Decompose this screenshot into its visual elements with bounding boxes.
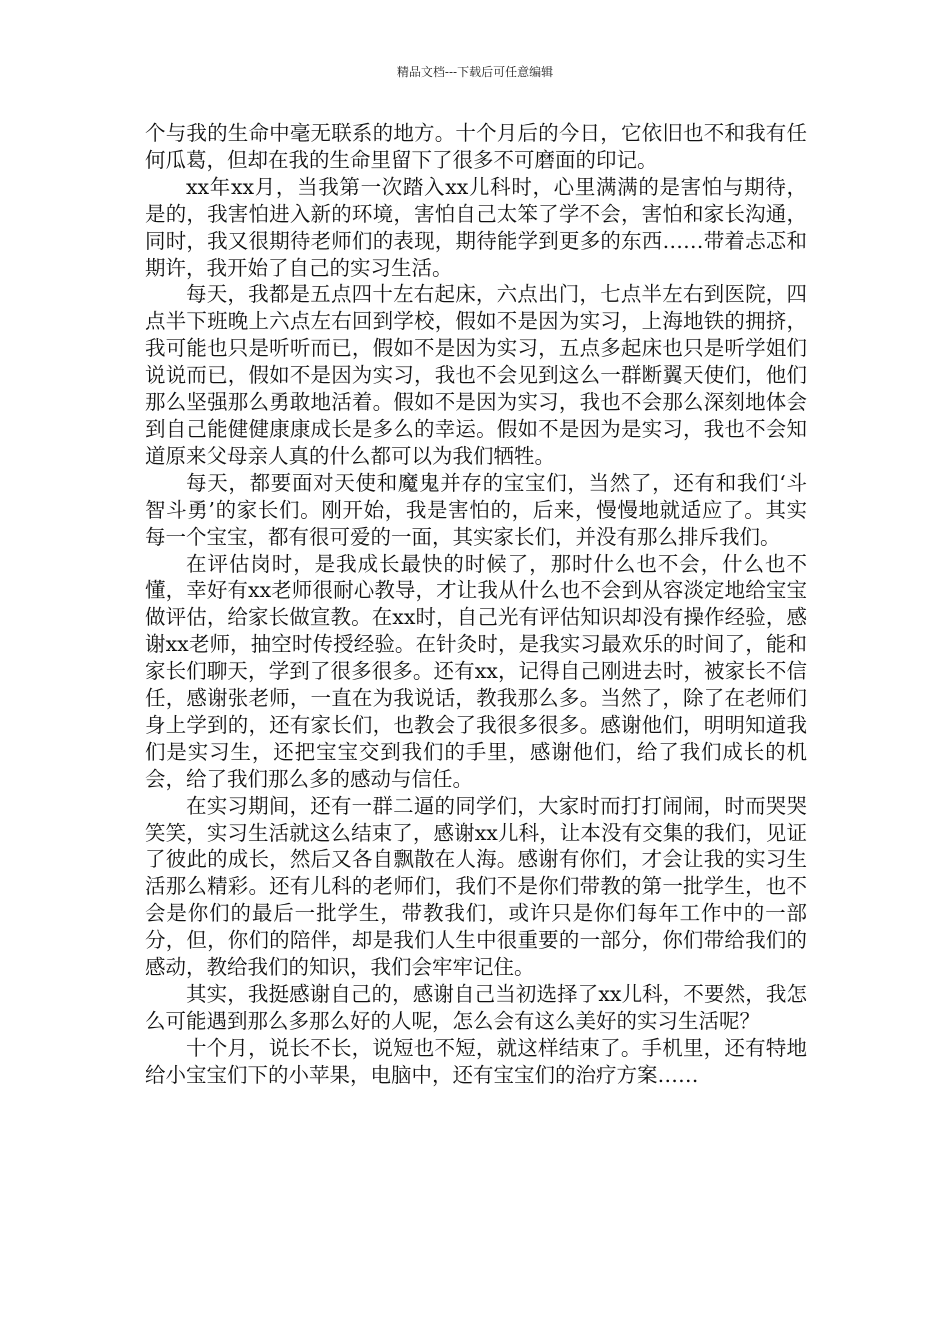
paragraph-7: 其实，我挺感谢自己的，感谢自己当初选择了xx儿科，不要然，我怎么可能遇到那么多那么好的人呢，怎么会有这么美好的实习生活呢？: [145, 982, 807, 1033]
paragraph-5: 在评估岗时，是我成长最快的时候了，那时什么也不会，什么也不懂，幸好有xx老师很耐心教导，才让我从什么也不会到从容淡定地给宝宝做评估，给家长做宣教。在xx时，自己光有评估知识却没有操作经验，感谢xx老师，抽空时传授经验。在针灸时，是我实习最欢乐的时间了，能和家长们聊天，学到了很多很多。还有xx，记得自己刚进去时，被家长不信任，感谢张老师，一直在为我说话，教我那么多。当然了，除了在老师们身上学到的，还有家长们，也教会了我很多很多。感谢他们，明明知道我们是实习生，还把宝宝交到我们的手里，感谢他们，给了我们成长的机会，给了我们那么多的感动与信任。: [145, 551, 807, 791]
page-header: 精品文档---下载后可任意编辑: [396, 65, 554, 79]
paragraph-6: 在实习期间，还有一群二逼的同学们，大家时而打打闹闹，时而哭哭笑笑，实习生活就这么结束了，感谢xx儿科，让本没有交集的我们，见证了彼此的成长，然后又各自飘散在人海。感谢有你们，才会让我的实习生活那么精彩。还有儿科的老师们，我们不是你们带教的第一批学生，也不会是你们的最后一批学生，带教我们，或许只是你们每年工作中的一部分，但，你们的陪伴，却是我们人生中很重要的一部分，你们带给我们的感动，教给我们的知识，我们会牢牢记住。: [145, 793, 807, 980]
paragraph-8: 十个月，说长不长，说短也不短，就这样结束了。手机里，还有特地给小宝宝们下的小苹果，电脑中，还有宝宝们的治疗方案……: [145, 1035, 807, 1087]
paragraph-2: xx年xx月，当我第一次踏入xx儿科时，心里满满的是害怕与期待，是的，我害怕进入新的环境，害怕自己太笨了学不会，害怕和家长沟通，同时，我又很期待老师们的表现，期待能学到更多的东西……带着忐忑和期许，我开始了自己的实习生活。: [145, 174, 807, 280]
paragraph-4: 每天，都要面对天使和魔鬼并存的宝宝们，当然了，还有和我们‘斗智斗勇’的家长们。刚开始，我是害怕的，后来，慢慢地就适应了。其实每一个宝宝，都有很可爱的一面，其实家长们，并没有那么排斥我们。: [145, 470, 807, 549]
document-body: [145, 120, 807, 1089]
paragraph-3: 每天，我都是五点四十左右起床，六点出门，七点半左右到医院，四点半下班晚上六点左右回到学校，假如不是因为实习，上海地铁的拥挤，我可能也只是听听而已，假如不是因为实习，五点多起床也只是听学姐们说说而已，假如不是因为实习，我也不会见到这么一群断翼天使们，他们那么坚强那么勇敢地活着。假如不是因为实习，我也不会那么深刻地体会到自己能健健康康成长是多么的幸运。假如不是因为是实习，我也不会知道原来父母亲人真的什么都可以为我们牺牲。: [145, 282, 807, 468]
paragraph-1: 个与我的生命中毫无联系的地方。十个月后的今日，它依旧也不和我有任何瓜葛，但却在我的生命里留下了很多不可磨面的印记。: [145, 121, 807, 172]
